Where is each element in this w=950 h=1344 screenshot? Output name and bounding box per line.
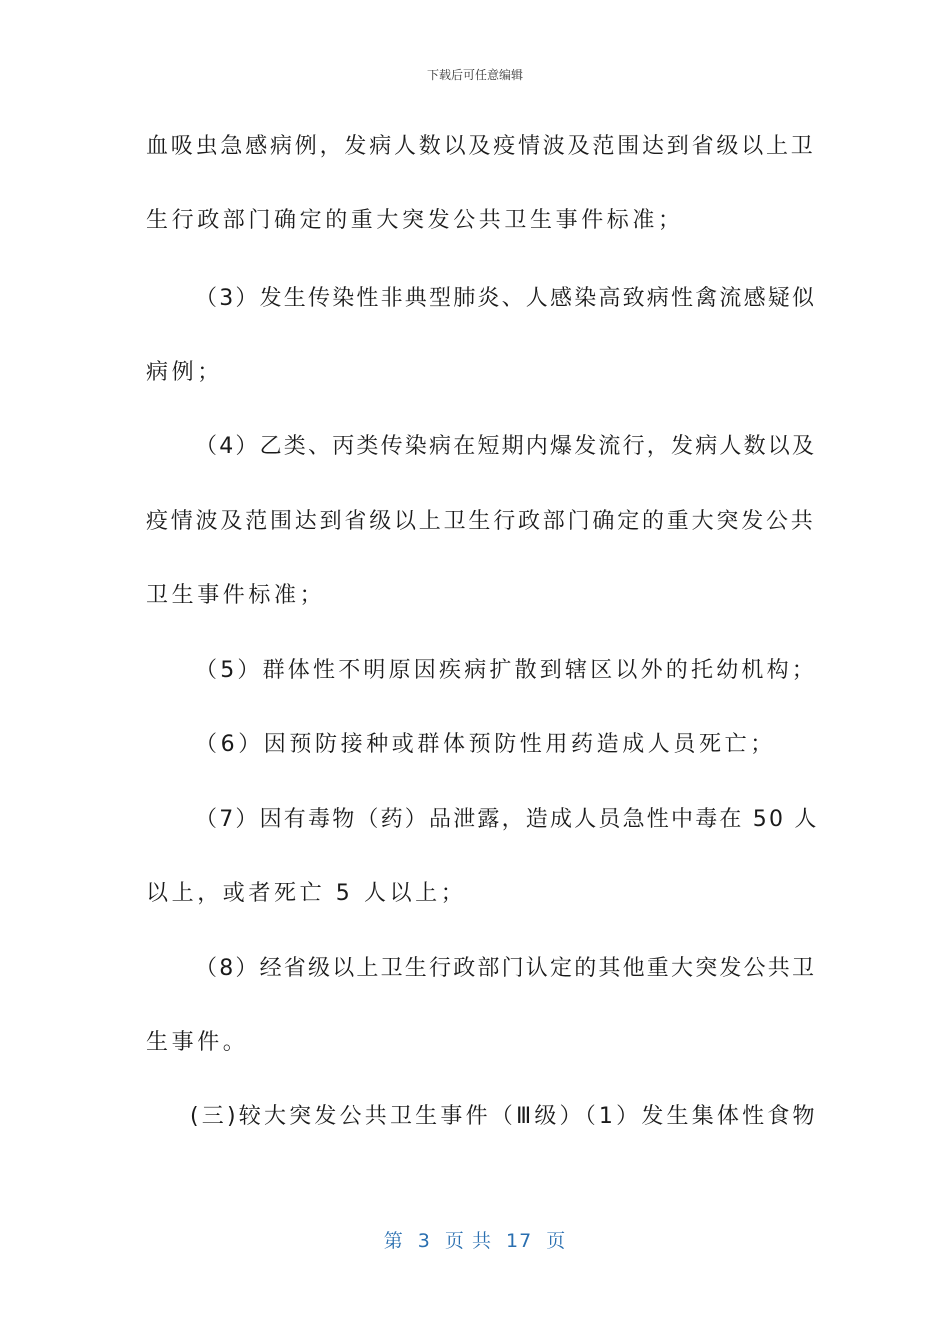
body-line: 血吸虫急感病例，发病人数以及疫情波及范围达到省级以上卫 <box>146 134 816 159</box>
body-line: （7）因有毒物（药）品泄露，造成人员急性中毒在 50 人 <box>195 807 819 832</box>
body-line: （8）经省级以上卫生行政部门认定的其他重大突发公共卫 <box>195 956 817 981</box>
body-line: (三)较大突发公共卫生事件（Ⅲ级）（1）发生集体性食物 <box>190 1104 818 1129</box>
body-line: （4）乙类、丙类传染病在短期内爆发流行，发病人数以及 <box>195 434 817 459</box>
body-line: 疫情波及范围达到省级以上卫生行政部门确定的重大突发公共 <box>146 509 816 534</box>
body-line: （3）发生传染性非典型肺炎、人感染高致病性禽流感疑似 <box>195 286 817 311</box>
body-line: 卫生事件标准； <box>146 583 326 608</box>
body-line: 生行政部门确定的重大突发公共卫生事件标准； <box>146 208 684 233</box>
body-line: 生事件。 <box>146 1030 249 1055</box>
page-number-footer: 第 3 页 共 17 页 <box>383 1230 567 1252</box>
body-line: （6）因预防接种或群体预防性用药造成人员死亡； <box>195 732 776 757</box>
body-line: （5）群体性不明原因疾病扩散到辖区以外的托幼机构； <box>195 658 817 683</box>
body-line: 以上，或者死亡 5 人以上； <box>146 881 467 906</box>
body-line: 病例； <box>146 360 223 385</box>
page-header-note: 下载后可任意编辑 <box>426 68 523 82</box>
